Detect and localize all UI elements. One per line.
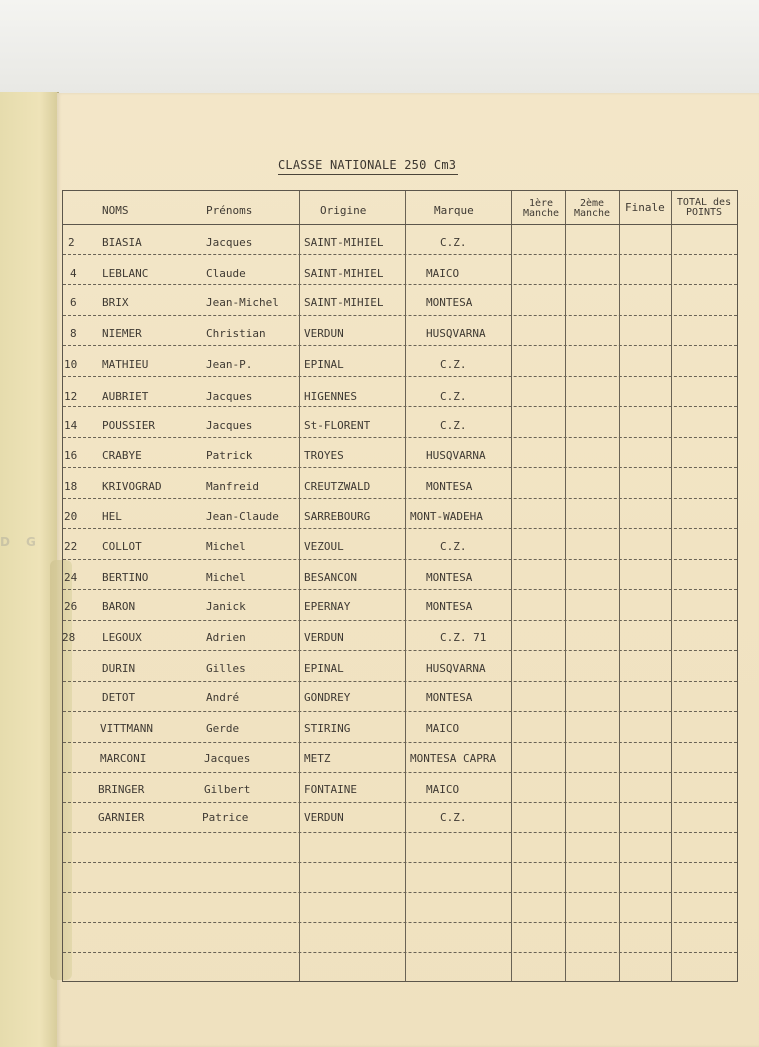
row-prenom: Janick (206, 600, 246, 613)
row-number: 10 (64, 358, 78, 371)
row-nom: GARNIER (98, 811, 145, 824)
header-marque: Marque (434, 204, 474, 217)
row-marque: MONTESA (426, 480, 473, 493)
row-prenom: Michel (206, 540, 246, 553)
header-manche2 (566, 199, 618, 219)
row-prenom: Patrice (202, 811, 249, 824)
header-manche1-bottom: Manche (522, 208, 560, 219)
row-number: 4 (70, 267, 77, 280)
header-total (672, 198, 736, 218)
row-number: 14 (64, 419, 78, 432)
results-table (62, 190, 738, 982)
header-manche1 (516, 199, 566, 219)
row-prenom: Adrien (206, 631, 246, 644)
row-origine: SARREBOURG (304, 510, 371, 523)
header-manche2-top: 2ème (579, 198, 605, 209)
row-nom: BRIX (102, 296, 129, 309)
header-origine: Origine (320, 204, 367, 217)
row-prenom: Claude (206, 267, 246, 280)
row-nom: NIEMER (102, 327, 142, 340)
row-origine: STIRING (304, 722, 351, 735)
row-marque: C.Z. (440, 811, 467, 824)
row-marque: MAICO (426, 267, 460, 280)
row-origine: VEZOUL (304, 540, 344, 553)
row-marque: MONTESA CAPRA (410, 752, 497, 765)
row-number: 28 (62, 631, 76, 644)
header-manche2-bottom: Manche (573, 208, 611, 219)
row-prenom: Jacques (206, 419, 253, 432)
row-marque: MONTESA (426, 691, 473, 704)
row-prenom: Christian (206, 327, 266, 340)
header-manche1-top: 1ère (528, 198, 554, 209)
title-underline (278, 174, 458, 175)
watermark-text: DG (0, 535, 52, 549)
row-origine: SAINT-MIHIEL (304, 236, 384, 249)
row-nom: MARCONI (100, 752, 147, 765)
header-prenoms: Prénoms (206, 204, 253, 217)
row-marque: C.Z. (440, 390, 467, 403)
row-origine: SAINT-MIHIEL (304, 267, 384, 280)
row-prenom: Jacques (206, 236, 253, 249)
row-marque: HUSQVARNA (426, 662, 486, 675)
row-number: 18 (64, 480, 78, 493)
row-number: 22 (64, 540, 78, 553)
header-divider (63, 224, 737, 225)
row-prenom: Gilles (206, 662, 246, 675)
row-number: 24 (64, 571, 78, 584)
row-origine: VERDUN (304, 811, 344, 824)
row-nom: LEGOUX (102, 631, 142, 644)
row-marque: C.Z. (440, 358, 467, 371)
row-number: 6 (70, 296, 77, 309)
row-nom: DURIN (102, 662, 136, 675)
row-nom: BARON (102, 600, 136, 613)
row-origine: EPERNAY (304, 600, 351, 613)
row-marque: C.Z. (440, 419, 467, 432)
row-origine: VERDUN (304, 327, 344, 340)
row-origine: FONTAINE (304, 783, 357, 796)
row-origine: SAINT-MIHIEL (304, 296, 384, 309)
row-nom: POUSSIER (102, 419, 155, 432)
row-origine: HIGENNES (304, 390, 357, 403)
row-nom: BERTINO (102, 571, 149, 584)
row-marque: C.Z. 71 (440, 631, 487, 644)
row-origine: GONDREY (304, 691, 351, 704)
row-nom: HEL (102, 510, 122, 523)
header-finale: Finale (625, 201, 665, 214)
row-prenom: Jacques (206, 390, 253, 403)
row-prenom: Manfreid (206, 480, 259, 493)
row-marque: MAICO (426, 722, 460, 735)
row-nom: COLLOT (102, 540, 142, 553)
row-marque: MONT-WADEHA (410, 510, 483, 523)
row-number: 20 (64, 510, 78, 523)
row-marque: MAICO (426, 783, 460, 796)
row-prenom: Jean-Michel (206, 296, 279, 309)
row-nom: BIASIA (102, 236, 142, 249)
row-nom: BRINGER (98, 783, 145, 796)
row-marque: MONTESA (426, 296, 473, 309)
row-origine: EPINAL (304, 662, 344, 675)
header-total-top: TOTAL des (676, 197, 732, 208)
row-nom: CRABYE (102, 449, 142, 462)
header-total-bottom: POINTS (685, 207, 723, 218)
row-nom: LEBLANC (102, 267, 149, 280)
row-marque: HUSQVARNA (426, 449, 486, 462)
row-prenom: André (206, 691, 240, 704)
row-number: 2 (68, 236, 75, 249)
row-origine: St-FLORENT (304, 419, 371, 432)
scan-background-top (0, 0, 759, 95)
row-prenom: Gilbert (204, 783, 251, 796)
row-origine: CREUTZWALD (304, 480, 371, 493)
row-nom: DETOT (102, 691, 136, 704)
row-number: 8 (70, 327, 77, 340)
row-marque: MONTESA (426, 600, 473, 613)
row-number: 26 (64, 600, 78, 613)
row-prenom: Gerde (206, 722, 240, 735)
row-nom: KRIVOGRAD (102, 480, 162, 493)
row-marque: MONTESA (426, 571, 473, 584)
row-origine: METZ (304, 752, 331, 765)
document-title: CLASSE NATIONALE 250 Cm3 (278, 158, 457, 172)
row-number: 12 (64, 390, 78, 403)
row-origine: EPINAL (304, 358, 344, 371)
header-noms: NOMS (102, 204, 129, 217)
row-prenom: Jean-Claude (206, 510, 279, 523)
row-nom: MATHIEU (102, 358, 149, 371)
row-number: 16 (64, 449, 78, 462)
row-nom: VITTMANN (100, 722, 153, 735)
row-prenom: Jean-P. (206, 358, 253, 371)
row-origine: TROYES (304, 449, 344, 462)
row-prenom: Michel (206, 571, 246, 584)
row-marque: C.Z. (440, 540, 467, 553)
row-nom: AUBRIET (102, 390, 149, 403)
row-prenom: Patrick (206, 449, 253, 462)
row-origine: VERDUN (304, 631, 344, 644)
row-prenom: Jacques (204, 752, 251, 765)
row-marque: C.Z. (440, 236, 467, 249)
row-marque: HUSQVARNA (426, 327, 486, 340)
row-origine: BESANCON (304, 571, 357, 584)
